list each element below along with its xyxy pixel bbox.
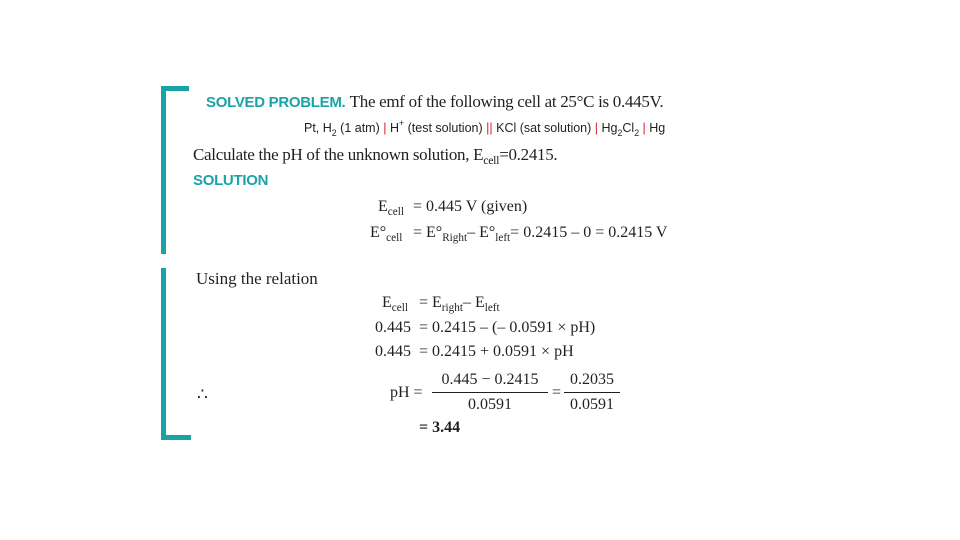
cell-pt-sub: 2 bbox=[331, 128, 337, 138]
cell-test: (test solution) bbox=[407, 121, 483, 135]
cell-hg-sub: 2 bbox=[617, 128, 623, 138]
cell-sep-4: | bbox=[642, 121, 646, 135]
rel-e-left-sub: left bbox=[484, 302, 500, 314]
cell-sep-2: || bbox=[486, 121, 493, 135]
fraction-1-numerator: 0.445 − 0.2415 bbox=[441, 371, 539, 388]
relation-line-3-lhs: 0.445 bbox=[375, 343, 411, 360]
ph-result: = 3.44 bbox=[419, 419, 461, 436]
cell-pt: Pt, H bbox=[304, 121, 332, 135]
cell-sep-1: | bbox=[383, 121, 387, 135]
top-bracket-horizontal bbox=[161, 86, 189, 91]
fraction-2-denominator: 0.0591 bbox=[570, 396, 614, 413]
problem-statement: The emf of the following cell at 25°C is 0.445V. bbox=[349, 92, 664, 111]
cell-hplus: H bbox=[389, 121, 399, 135]
solution-line-2-lhs bbox=[370, 224, 402, 242]
problem-heading bbox=[206, 92, 663, 112]
fraction-1-bar bbox=[432, 392, 548, 393]
fraction-2-numerator: 0.2035 bbox=[570, 371, 614, 388]
cell-atm: (1 atm) bbox=[340, 121, 380, 135]
therefore-symbol: ∴ bbox=[197, 385, 208, 404]
calculate-text: Calculate the pH of the unknown solution, E bbox=[193, 145, 484, 164]
cell-hg: Hg bbox=[601, 121, 618, 135]
rel-e-right: = E bbox=[419, 294, 442, 311]
calculate-sub: cell bbox=[483, 153, 500, 167]
e-left-sub: left bbox=[495, 232, 511, 244]
calculate-value: =0.2415. bbox=[499, 145, 558, 164]
relation-line-3-rhs: = 0.2415 + 0.0591 × pH bbox=[419, 343, 574, 360]
calculate-line bbox=[193, 145, 557, 165]
cell-hplus-sup: + bbox=[399, 118, 405, 128]
ecell-sub: cell bbox=[387, 206, 404, 218]
relation-line-2-rhs: = 0.2415 – (– 0.0591 × pH) bbox=[419, 319, 596, 336]
solution-line-1-lhs bbox=[378, 198, 404, 216]
cell-hg-2: Hg bbox=[649, 121, 666, 135]
cell-sep-3: | bbox=[594, 121, 599, 135]
relation-line-1-rhs bbox=[419, 294, 500, 312]
ph-label: pH = bbox=[390, 384, 423, 401]
rel-ecell-symbol: E bbox=[382, 294, 392, 311]
e-right-symbol: = E° bbox=[413, 224, 443, 241]
relation-line-2-lhs: 0.445 bbox=[375, 319, 411, 336]
relation-intro: Using the relation bbox=[196, 269, 318, 288]
rel-e-left: – E bbox=[462, 294, 485, 311]
fraction-1-denominator: 0.0591 bbox=[468, 396, 512, 413]
cell-kcl: KCl (sat solution) bbox=[496, 121, 592, 135]
cell-cl-sub: 2 bbox=[634, 128, 640, 138]
std-cell-value: = 0.2415 – 0 = 0.2415 V bbox=[510, 224, 668, 241]
solution-label: SOLUTION bbox=[193, 172, 269, 189]
solution-line-1-rhs: = 0.445 V (given) bbox=[413, 198, 528, 215]
solution-line-2-rhs bbox=[413, 224, 667, 242]
ecell-symbol: E bbox=[378, 198, 388, 215]
bottom-bracket-vertical bbox=[161, 268, 166, 440]
e-right-sub: Right bbox=[442, 232, 468, 244]
fraction-2-bar bbox=[564, 392, 620, 393]
solved-problem-label: SOLVED PROBLEM. bbox=[206, 94, 346, 111]
e-left-symbol: – E° bbox=[467, 224, 496, 241]
bottom-bracket-horizontal bbox=[161, 435, 191, 440]
cell-cl: Cl bbox=[622, 121, 635, 135]
top-bracket-vertical bbox=[161, 86, 166, 254]
ecell-std-symbol: E° bbox=[370, 224, 387, 241]
fraction-equals: = bbox=[552, 384, 562, 401]
ecell-std-sub: cell bbox=[386, 232, 403, 244]
rel-ecell-sub: cell bbox=[391, 302, 408, 314]
relation-line-1-lhs bbox=[382, 294, 408, 312]
cell-notation bbox=[304, 118, 666, 138]
rel-e-right-sub: right bbox=[441, 302, 463, 314]
